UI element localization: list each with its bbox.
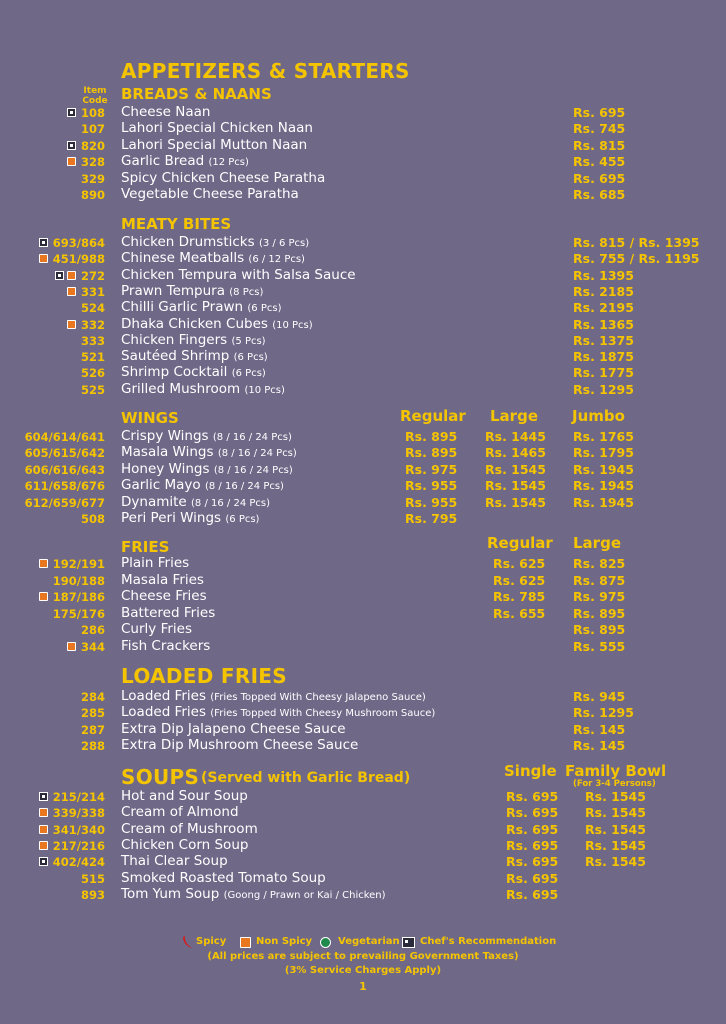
item-price: Rs. 1945 [573, 478, 634, 494]
item-name-text: Spicy Chicken Cheese Paratha [121, 169, 326, 186]
fries-col-large: Large [573, 534, 621, 552]
item-code: 890 [80, 188, 105, 202]
item-name [121, 364, 266, 380]
item-code: 820 [80, 138, 105, 153]
item-note: (6 / 12 Pcs) [248, 254, 305, 266]
item-code: 508 [80, 512, 105, 526]
item-price: Rs. 625 [493, 556, 546, 571]
item-price: Rs. 695 [506, 837, 559, 853]
item-note: (Goong / Prawn or Kai / Chicken) [223, 889, 386, 901]
item-name-text: Grilled Mushroom [121, 380, 241, 397]
item-name-text: Chinese Meatballs [121, 250, 245, 267]
item-code: 108 [80, 106, 105, 120]
item-price: Rs. 1295 [573, 381, 634, 397]
legend-non-spicy: Non Spicy [256, 936, 313, 947]
item-name-text: Lahori Special Chicken Naan [121, 120, 313, 137]
item-name-text: Loaded Fries [121, 704, 206, 721]
item-price: Rs. 1545 [585, 821, 646, 837]
item-name [121, 588, 207, 604]
item-code: 521 [80, 350, 105, 365]
item-name [121, 186, 299, 202]
wings-col-large: Large [490, 407, 538, 425]
item-code: 525 [80, 382, 105, 397]
item-name [121, 605, 215, 621]
section-heading-wings: WINGS [121, 409, 179, 427]
item-code: 285 [80, 706, 105, 721]
item-name [121, 477, 284, 493]
item-name [121, 444, 297, 460]
item-price: Rs. 945 [573, 689, 626, 704]
item-price: Rs. 685 [573, 187, 626, 202]
section-heading-meaty-bites: MEATY BITES [121, 215, 232, 233]
item-note: (6 Pcs) [247, 303, 282, 315]
item-code: 526 [80, 366, 105, 381]
item-price: Rs. 625 [493, 572, 546, 588]
item-code: 192/191 [52, 557, 105, 571]
item-code: 339/338 [52, 806, 105, 821]
item-code: 693/864 [52, 236, 105, 250]
item-note: (5 Pcs) [231, 335, 266, 347]
item-name [121, 688, 426, 704]
item-note: (12 Pcs) [208, 157, 249, 169]
item-price: Rs. 955 [405, 478, 458, 494]
soups-col-family-bowl: Family Bowl [565, 762, 667, 780]
item-name-text: Garlic Bread [121, 153, 205, 170]
item-name-text: Plain Fries [121, 555, 190, 571]
item-name [121, 250, 305, 266]
item-price: Rs. 795 [405, 511, 458, 526]
tax-note: (All prices are subject to prevailing Government Taxes) [207, 951, 519, 962]
chef-recommendation-icon [39, 857, 48, 866]
item-price: Rs. 895 [405, 445, 458, 461]
item-code: 187/186 [52, 590, 105, 605]
item-name-text: Masala Fries [121, 571, 204, 588]
item-name-text: Dynamite [121, 493, 187, 510]
item-price: Rs. 1545 [485, 461, 546, 477]
item-name-text: Sautéed Shrimp [121, 348, 230, 365]
item-code: 331 [80, 284, 105, 299]
item-code: 215/214 [52, 790, 105, 804]
item-name [121, 788, 248, 804]
item-code: 341/340 [52, 822, 105, 837]
item-code: 402/424 [52, 855, 105, 870]
item-name [121, 886, 386, 902]
item-name [121, 170, 325, 186]
item-note: (8 / 16 / 24 Pcs) [213, 464, 293, 476]
chef-recommendation-icon [67, 141, 76, 150]
item-code: 604/614/641 [24, 430, 105, 444]
item-name [121, 332, 266, 348]
item-name-text: Prawn Tempura [121, 282, 225, 299]
chef-recommendation-icon [39, 792, 48, 801]
item-name-text: Fish Crackers [121, 638, 211, 654]
chef-recommendation-icon [39, 238, 48, 247]
item-name-text: Chicken Drumsticks [121, 234, 255, 250]
item-price: Rs. 145 [573, 738, 626, 754]
item-name [121, 638, 210, 654]
item-code: 524 [80, 301, 105, 316]
item-name [121, 283, 263, 299]
item-code: 333 [80, 333, 105, 348]
item-note: (10 Pcs) [272, 319, 313, 331]
item-name-text: Thai Clear Soup [121, 853, 228, 870]
chef-recommendation-icon [402, 937, 415, 948]
item-name-text: Battered Fries [121, 604, 216, 621]
item-name-text: Chicken Fingers [121, 331, 228, 348]
item-price: Rs. 1295 [573, 705, 634, 721]
item-price: Rs. 895 [573, 605, 626, 621]
non-spicy-icon [67, 157, 76, 166]
item-code: 175/176 [52, 606, 105, 621]
item-price: Rs. 1445 [485, 429, 546, 444]
item-name [121, 804, 239, 820]
item-price: Rs. 1395 [573, 267, 634, 283]
item-note: (3 / 6 Pcs) [258, 238, 310, 249]
item-code: 107 [80, 122, 105, 137]
item-name-text: Lahori Special Mutton Naan [121, 136, 308, 153]
item-name-text: Cheese Naan [121, 104, 211, 120]
item-name-text: Hot and Sour Soup [121, 788, 248, 804]
item-name-text: Garlic Mayo [121, 477, 201, 494]
item-name [121, 316, 313, 332]
item-name-text: Extra Dip Jalapeno Cheese Sauce [121, 720, 346, 737]
item-price: Rs. 975 [573, 589, 626, 605]
item-price: Rs. 695 [506, 805, 559, 821]
item-price: Rs. 1465 [485, 445, 546, 461]
item-price: Rs. 695 [506, 870, 559, 886]
item-name [121, 555, 189, 571]
item-note: (8 / 16 / 24 Pcs) [191, 497, 270, 509]
item-name-text: Curly Fries [121, 621, 192, 638]
item-code: 328 [80, 155, 105, 170]
item-code: 272 [80, 268, 105, 283]
item-price: Rs. 695 [506, 854, 559, 870]
fries-col-regular: Regular [487, 534, 553, 552]
item-code: 451/988 [52, 252, 105, 267]
non-spicy-icon [39, 254, 48, 263]
item-name [121, 348, 268, 364]
item-name [121, 267, 356, 283]
section-heading-fries: FRIES [121, 538, 170, 556]
item-name [121, 234, 309, 250]
item-name [121, 853, 228, 869]
item-name [121, 381, 285, 397]
item-price: Rs. 2195 [573, 300, 634, 316]
item-price: Rs. 1375 [573, 332, 634, 348]
item-note: (10 Pcs) [244, 384, 285, 396]
item-code-label: Item Code [82, 86, 108, 106]
non-spicy-icon [67, 287, 76, 296]
item-price: Rs. 825 [573, 556, 626, 571]
item-price: Rs. 1545 [585, 837, 646, 853]
item-code: 217/216 [52, 838, 105, 853]
item-name [121, 510, 259, 526]
item-note: (8 / 16 / 24 Pcs) [217, 448, 297, 460]
soups-family-note: (For 3-4 Persons) [573, 779, 656, 789]
item-name [121, 461, 293, 477]
item-price: Rs. 455 [573, 154, 626, 170]
item-name-text: Loaded Fries [121, 688, 206, 704]
vegetarian-icon [320, 937, 331, 948]
item-price: Rs. 695 [506, 886, 559, 902]
non-spicy-icon [67, 320, 76, 329]
legend-vegetarian: Vegetarian [338, 936, 400, 947]
item-name-text: Tom Yum Soup [121, 885, 220, 902]
item-note: (8 / 16 / 24 Pcs) [212, 432, 292, 443]
item-price: Rs. 1945 [573, 461, 634, 477]
item-price: Rs. 695 [506, 821, 559, 837]
non-spicy-icon [67, 271, 76, 280]
item-note: (8 Pcs) [229, 286, 264, 298]
item-price: Rs. 1545 [585, 789, 646, 804]
soups-subheading: (Served with Garlic Bread) [201, 770, 411, 786]
item-price: Rs. 1545 [585, 805, 646, 821]
item-name-text: Chicken Tempura with Salsa Sauce [121, 266, 356, 283]
item-code: 287 [80, 722, 105, 737]
item-price: Rs. 975 [405, 461, 458, 477]
item-code: 284 [80, 690, 105, 704]
item-name-text: Cheese Fries [121, 588, 207, 605]
page-title: APPETIZERS & STARTERS [121, 59, 410, 83]
non-spicy-icon [39, 592, 48, 601]
item-price: Rs. 1545 [485, 494, 546, 510]
item-code: 606/616/643 [24, 462, 105, 477]
item-name-text: Vegetable Cheese Paratha [121, 186, 299, 202]
section-heading-loaded-fries: LOADED FRIES [121, 664, 287, 688]
item-code: 286 [80, 623, 105, 638]
item-name [121, 704, 435, 720]
item-price: Rs. 955 [405, 494, 458, 510]
legend-chef-recommendation: Chef's Recommendation [420, 936, 557, 947]
non-spicy-icon [39, 841, 48, 850]
item-name [121, 104, 210, 120]
item-code: 605/615/642 [24, 446, 105, 461]
non-spicy-icon [39, 825, 48, 834]
item-note: (6 Pcs) [233, 352, 268, 364]
item-note: (6 Pcs) [225, 514, 260, 525]
item-name-text: Honey Wings [121, 460, 210, 477]
wings-col-jumbo: Jumbo [572, 407, 625, 425]
item-note: (Fries Topped With Cheesy Jalapeno Sauce) [210, 692, 426, 703]
item-price: Rs. 745 [573, 121, 626, 137]
item-name-text: Extra Dip Mushroom Cheese Sauce [121, 737, 359, 754]
item-price: Rs. 695 [573, 170, 626, 186]
item-name [121, 494, 270, 510]
item-name-text: Chilli Garlic Prawn [121, 299, 244, 316]
non-spicy-icon [39, 808, 48, 817]
item-price: Rs. 1545 [585, 854, 646, 870]
non-spicy-icon [240, 937, 251, 948]
item-name-text: Masala Wings [121, 444, 214, 461]
item-price: Rs. 695 [573, 105, 626, 120]
item-name [121, 137, 307, 153]
item-name [121, 870, 326, 886]
item-name-text: Cream of Almond [121, 804, 239, 821]
item-price: Rs. 1545 [485, 478, 546, 494]
item-name-text: Shrimp Cocktail [121, 364, 228, 381]
item-price: Rs. 815 / Rs. 1395 [573, 235, 700, 250]
chef-recommendation-icon [67, 108, 76, 117]
item-name-text: Dhaka Chicken Cubes [121, 315, 268, 332]
item-price: Rs. 895 [573, 622, 626, 638]
item-price: Rs. 1365 [573, 316, 634, 332]
item-price: Rs. 555 [573, 639, 626, 654]
item-name-text: Chicken Corn Soup [121, 836, 249, 853]
item-name [121, 621, 192, 637]
item-code: 190/188 [52, 573, 105, 588]
item-price: Rs. 895 [405, 429, 458, 444]
item-code: 893 [80, 887, 105, 902]
item-code: 612/659/677 [24, 495, 105, 510]
non-spicy-icon [67, 642, 76, 651]
item-price: Rs. 1765 [573, 429, 634, 444]
item-code: 332 [80, 317, 105, 332]
item-note: (8 / 16 / 24 Pcs) [204, 481, 284, 493]
soups-col-single: Single [504, 762, 557, 780]
item-price: Rs. 815 [573, 137, 626, 153]
item-code: 344 [80, 640, 105, 654]
section-heading-soups: SOUPS [121, 765, 200, 789]
item-note: (Fries Topped With Cheesy Mushroom Sauce) [210, 708, 436, 720]
chili-icon [182, 935, 194, 949]
item-price: Rs. 755 / Rs. 1195 [573, 251, 700, 267]
item-name [121, 821, 258, 837]
item-name-text: Cream of Mushroom [121, 820, 258, 837]
item-name [121, 837, 248, 853]
item-price: Rs. 655 [493, 605, 546, 621]
service-charge-note: (3% Service Charges Apply) [284, 965, 442, 976]
non-spicy-icon [39, 559, 48, 568]
item-price: Rs. 1945 [573, 494, 634, 510]
item-price: Rs. 1795 [573, 445, 634, 461]
item-name [121, 120, 313, 136]
item-price: Rs. 2185 [573, 283, 634, 299]
legend-spicy: Spicy [196, 936, 227, 947]
item-code: 515 [80, 871, 105, 886]
item-name [121, 572, 204, 588]
item-price: Rs. 145 [573, 721, 626, 737]
section-heading-breads: BREADS & NAANS [121, 85, 272, 103]
item-price: Rs. 1875 [573, 349, 634, 365]
item-name [121, 153, 249, 169]
item-note: (6 Pcs) [231, 368, 266, 380]
item-name [121, 299, 282, 315]
item-name-text: Smoked Roasted Tomato Soup [121, 869, 326, 886]
item-code: 611/658/676 [24, 479, 105, 494]
item-name-text: Peri Peri Wings [121, 510, 222, 526]
item-name [121, 737, 358, 753]
item-price: Rs. 875 [573, 572, 626, 588]
item-price: Rs. 785 [493, 589, 546, 605]
item-code: 288 [80, 739, 105, 754]
page-number: 1 [359, 980, 367, 993]
item-price: Rs. 1775 [573, 365, 634, 381]
item-name [121, 428, 292, 444]
item-code: 329 [80, 171, 105, 186]
chef-recommendation-icon [55, 271, 64, 280]
item-price: Rs. 695 [506, 789, 559, 804]
item-name-text: Crispy Wings [121, 428, 209, 444]
wings-col-regular: Regular [400, 407, 466, 425]
item-name [121, 721, 346, 737]
legend [182, 935, 557, 949]
